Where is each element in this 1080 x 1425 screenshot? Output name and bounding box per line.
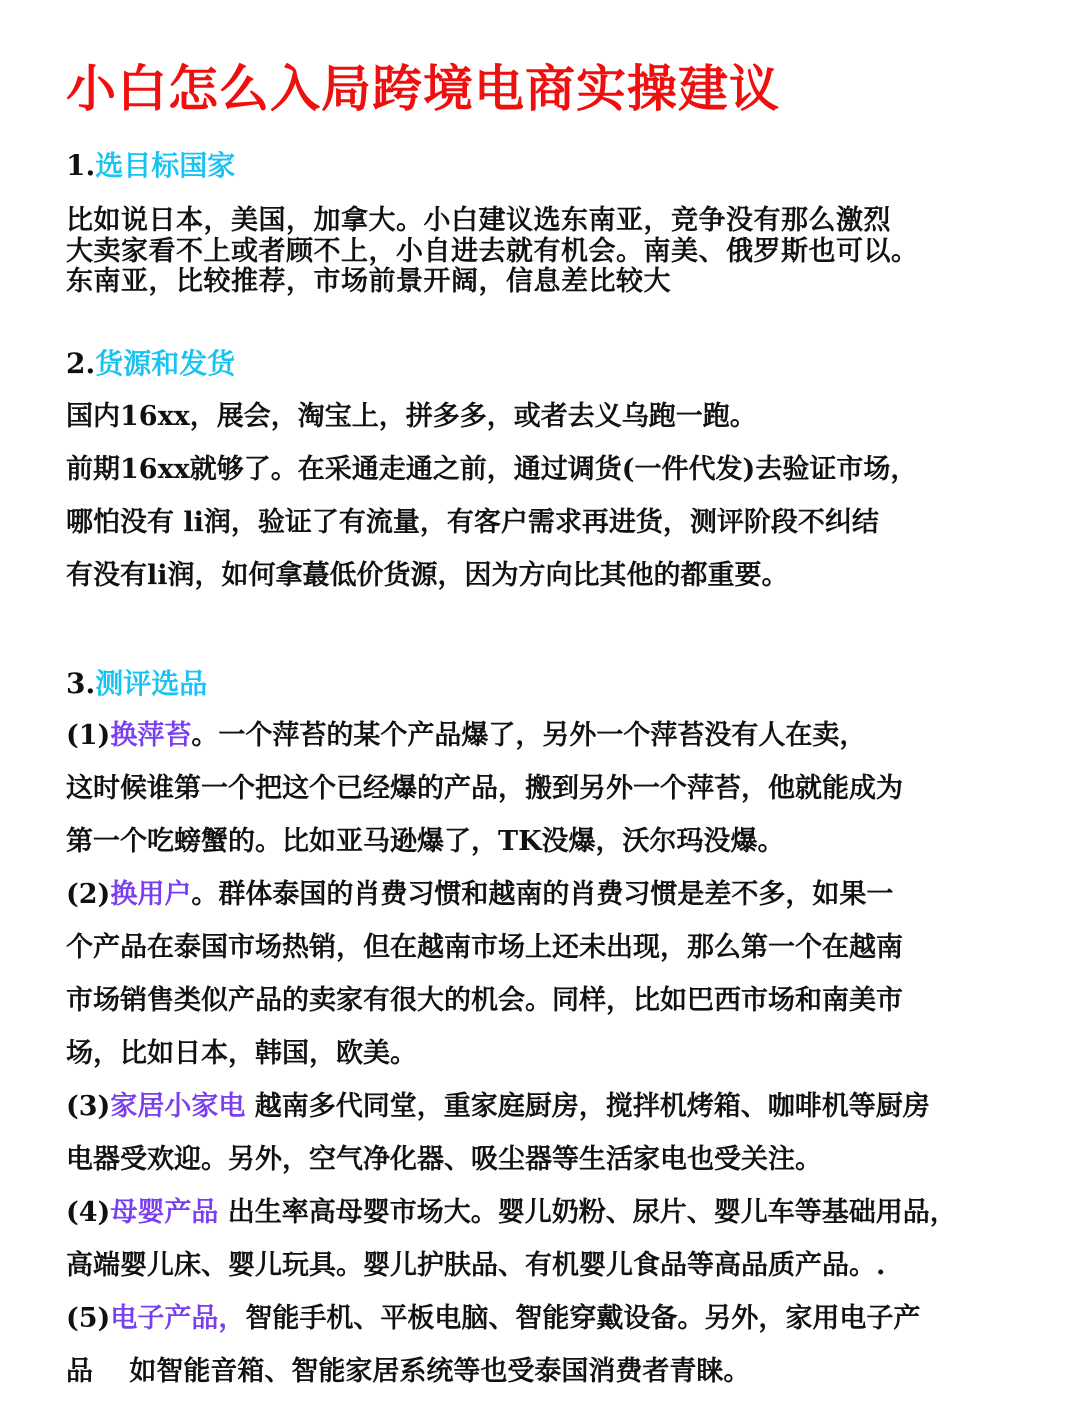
section-1-line-3: 东南亚，比较推荐，市场前景开阔，信息差比较大 — [66, 266, 671, 297]
item-5-prefix: (5) — [66, 1303, 111, 1334]
item-4-first-line — [66, 1194, 957, 1232]
section-2-line-3: 哪怕没有 li润，验证了有流量，有客户需求再进货，测评阶段不纠结 — [66, 507, 879, 538]
section-1-heading — [66, 146, 235, 186]
item-1-prefix: (1) — [66, 720, 111, 751]
item-3-keyword: 家居小家电 — [110, 1091, 246, 1122]
item-4-line-2: 高端婴儿床、婴儿玩具。婴儿护肤品、有机婴儿食品等高品质产品。. — [66, 1250, 886, 1281]
item-3-prefix: (3) — [66, 1091, 111, 1122]
item-2-keyword: 换用户 — [110, 879, 192, 910]
section-1-number: 1. — [66, 149, 96, 182]
item-5-line-2: 品 如智能音箱、智能家居系统等也受泰国消费者青睐。 — [66, 1356, 751, 1387]
section-2-heading — [66, 344, 235, 384]
item-3-first-line — [66, 1088, 930, 1126]
item-1-line-2: 这时候谁第一个把这个已经爆的产品，搬到另外一个萍苔，他就能成为 — [66, 773, 903, 804]
section-2-line-2: 前期16xx就够了。在采通走通之前，通过调货(一件代发)去验证市场， — [66, 454, 918, 485]
item-1-text: 。一个萍苔的某个产品爆了，另外一个萍苔没有人在卖， — [191, 720, 867, 751]
item-3-text: 越南多代同堂，重家庭厨房，搅拌机烤箱、咖啡机等厨房 — [245, 1091, 930, 1122]
section-1-title: 选目标国家 — [95, 149, 236, 182]
item-2-first-line — [66, 876, 893, 914]
item-4-prefix: (4) — [66, 1197, 111, 1228]
section-2-line-4: 有没有li润，如何拿蕞低价货源，因为方向比其他的都重要。 — [66, 560, 789, 591]
item-2-line-2: 个产品在泰国市场热销，但在越南市场上还未出现，那么第一个在越南 — [66, 932, 903, 963]
item-1-first-line — [66, 717, 866, 755]
section-3-heading — [66, 664, 207, 704]
section-3-title: 测评选品 — [95, 667, 208, 700]
item-2-line-4: 场，比如日本，韩国，欧美。 — [66, 1038, 417, 1069]
item-4-text: 出生率高母婴市场大。婴儿奶粉、尿片、婴儿车等基础用品， — [218, 1197, 957, 1228]
section-3-number: 3. — [66, 667, 96, 700]
item-5-keyword: 电子产品， — [110, 1303, 246, 1334]
section-1-line-1: 比如说日本，美国，加拿大。小白建议选东南亚，竞争没有那么激烈 — [66, 205, 891, 236]
item-5-first-line — [66, 1300, 920, 1338]
item-3-line-2: 电器受欢迎。另外，空气净化器、吸尘器等生活家电也受关注。 — [66, 1144, 822, 1175]
item-2-text: 。群体泰国的肖费习惯和越南的肖费习惯是差不多，如果一 — [191, 879, 894, 910]
page-title: 小白怎么入局跨境电商实操建议 — [66, 60, 780, 118]
item-2-line-3: 市场销售类似产品的卖家有很大的机会。同样，比如巴西市场和南美市 — [66, 985, 903, 1016]
item-5-text: 智能手机、平板电脑、智能穿戴设备。另外，家用电子产 — [245, 1303, 921, 1334]
section-2-title: 货源和发货 — [95, 347, 236, 380]
item-1-keyword: 换萍苔 — [110, 720, 192, 751]
item-4-keyword: 母婴产品 — [110, 1197, 219, 1228]
section-2-line-1: 国内16xx，展会，淘宝上，拼多多，或者去义乌跑一跑。 — [66, 401, 757, 432]
section-2-number: 2. — [66, 347, 96, 380]
section-1-line-2: 大卖家看不上或者顾不上，小自进去就有机会。南美、俄罗斯也可以。 — [66, 236, 919, 267]
item-2-prefix: (2) — [66, 879, 111, 910]
item-1-line-3: 第一个吃螃蟹的。比如亚马逊爆了，TK没爆，沃尔玛没爆。 — [66, 826, 785, 857]
